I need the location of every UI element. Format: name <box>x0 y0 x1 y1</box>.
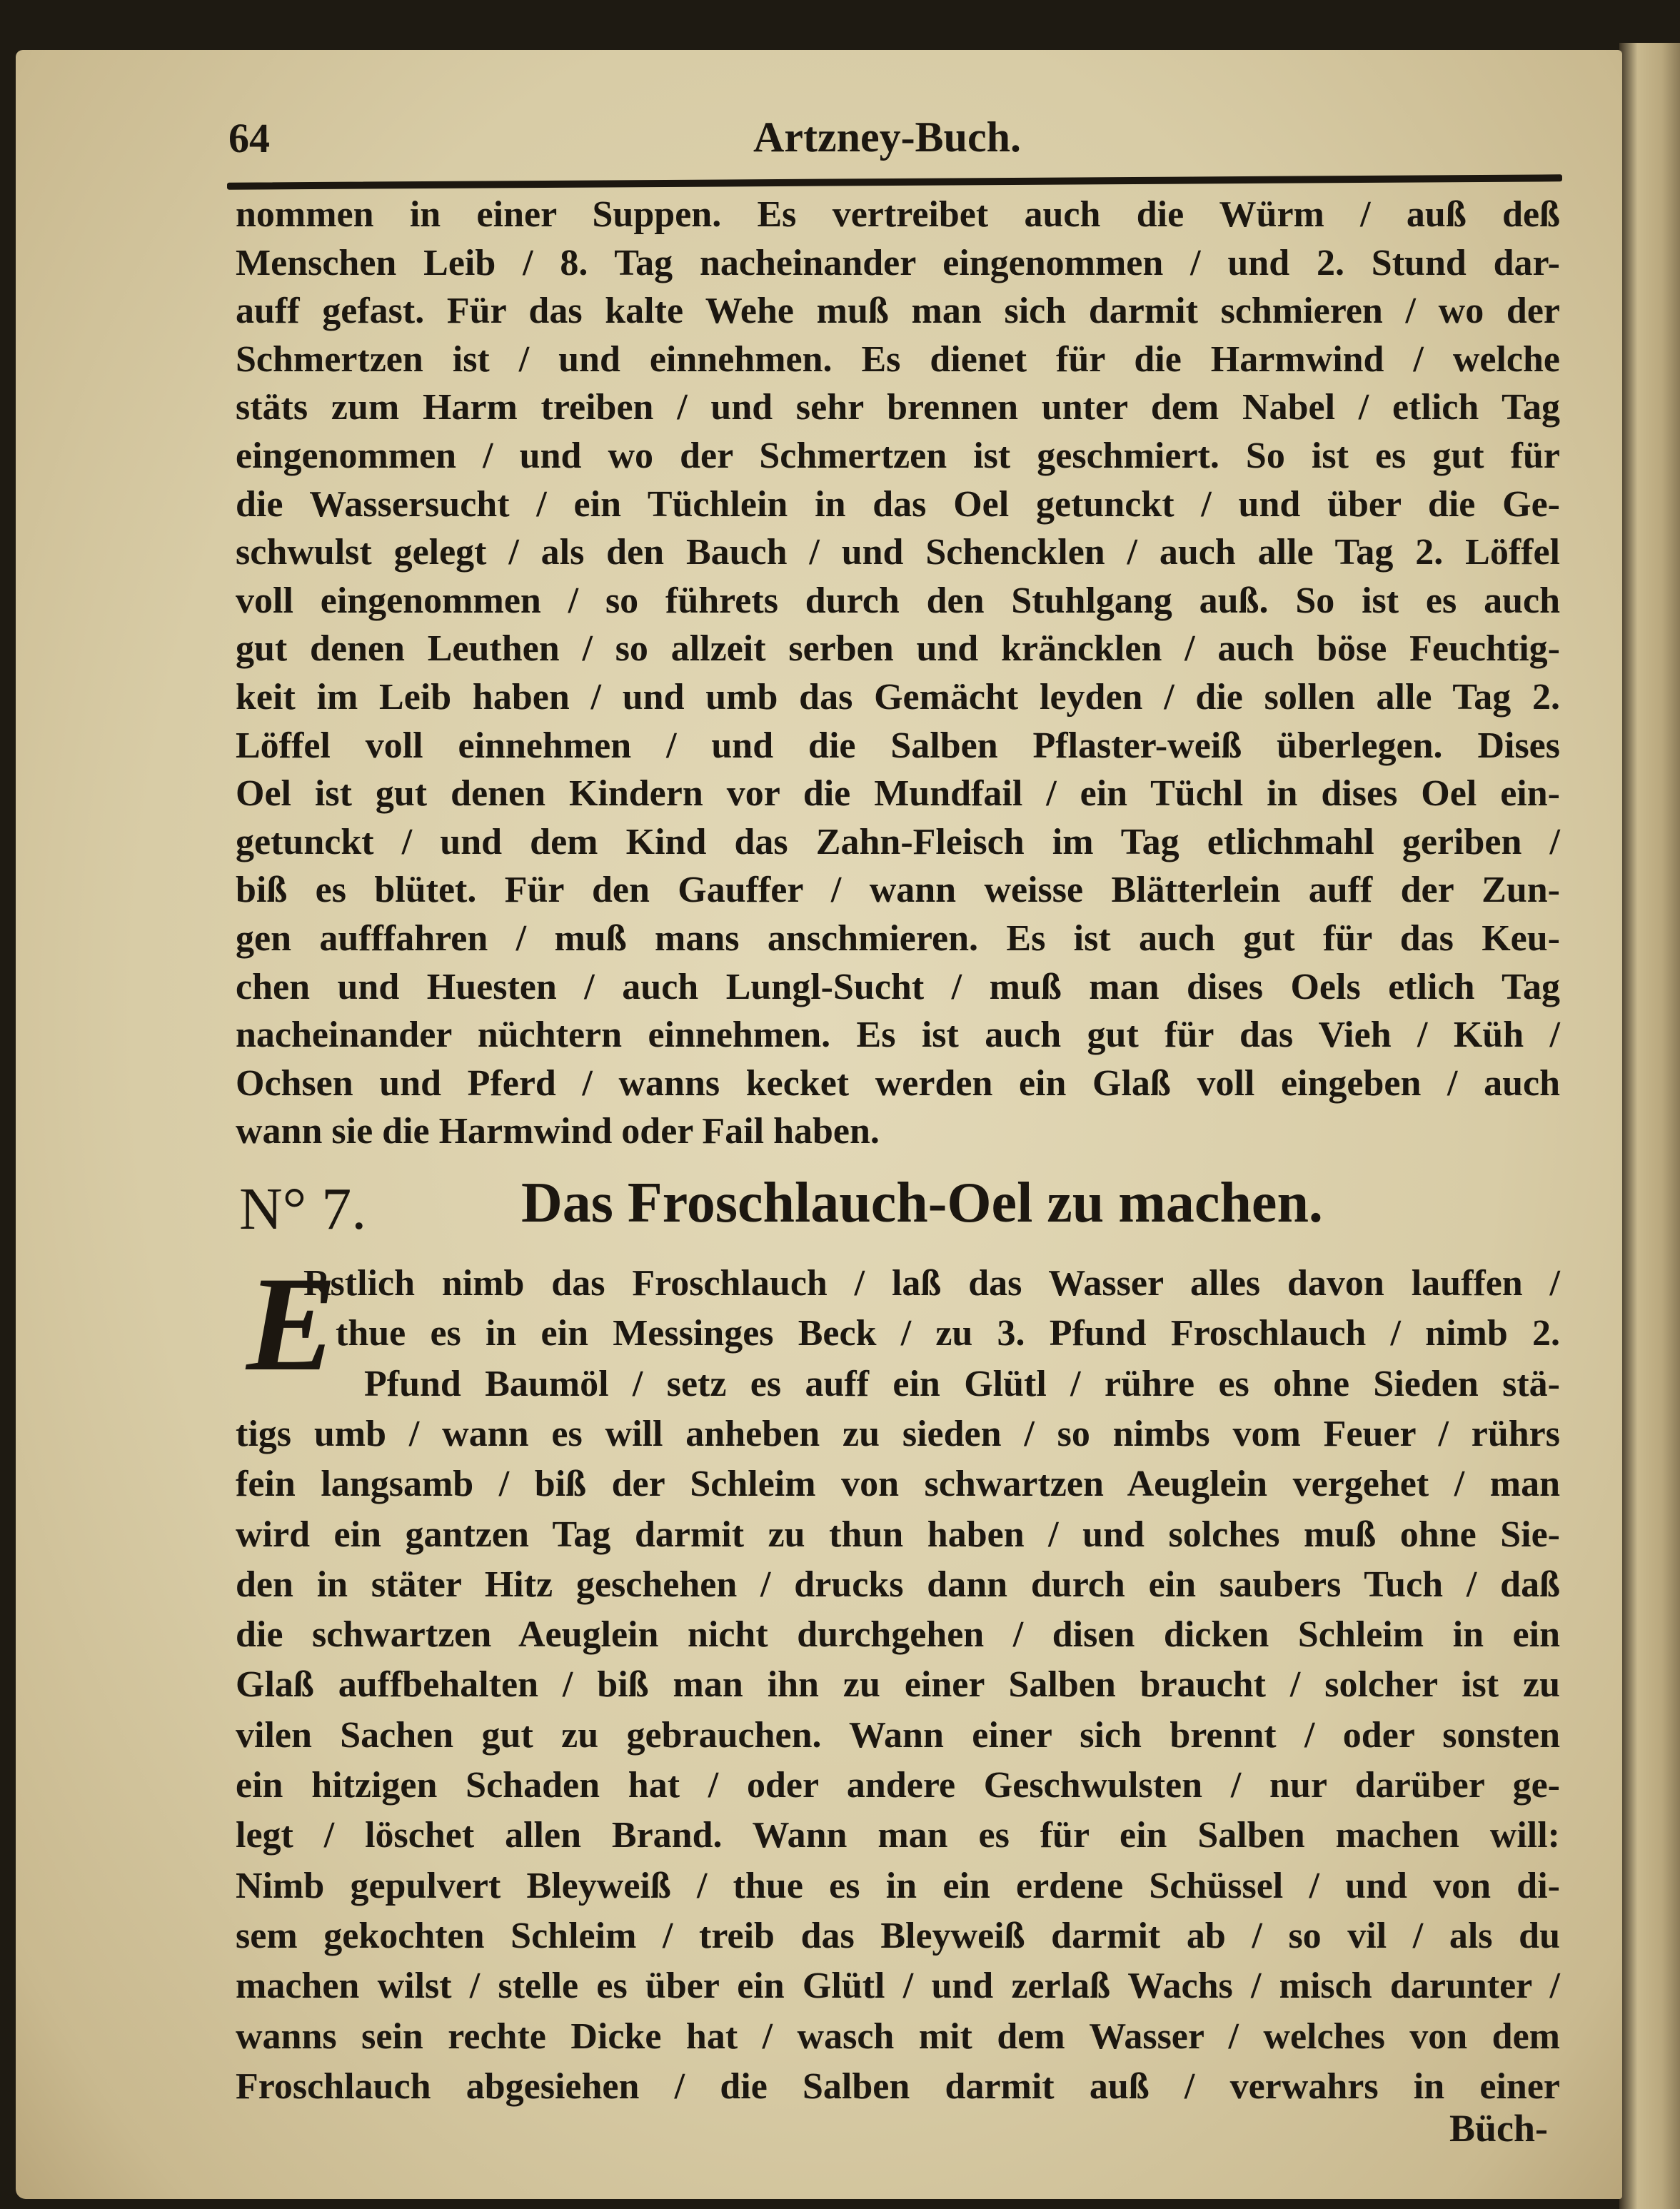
text-line: legt / löschet allen Brand. Wann man es für ein Salben machen will: <box>236 1815 1560 1856</box>
text-line: nommen in einer Suppen. Es vertreibet auch die Würm / auß deß <box>236 194 1560 235</box>
text-line: Menschen Leib / 8. Tag nacheinander eingenommen / und 2. Stund dar- <box>236 242 1560 283</box>
text-line: Froschlauch abgesiehen / die Salben darmit auß / verwahrs in einer <box>236 2065 1560 2107</box>
text-line: ein hitzigen Schaden hat / oder andere Geschwulsten / nur darüber ge- <box>236 1765 1560 1806</box>
drop-cap: E <box>246 1249 337 1399</box>
text-line: vilen Sachen gut zu gebrauchen. Wann einer sich brennt / oder sonsten <box>236 1714 1560 1756</box>
text-line: wanns sein rechte Dicke hat / wasch mit dem Wasser / welches von dem <box>236 2016 1560 2057</box>
text-line: keit im Leib haben / und umb das Gemächt leyden / die sollen alle Tag 2. <box>236 677 1560 718</box>
text-line: schwulst gelegt / als den Bauch / und Schencklen / auch alle Tag 2. Löffel <box>236 532 1560 573</box>
text-line: gut denen Leuthen / so allzeit serben und kräncklen / auch böse Feuchtig- <box>236 628 1560 670</box>
text-line: Oel ist gut denen Kindern vor die Mundfail / ein Tüchl in dises Oel ein- <box>236 773 1560 815</box>
text-line: nacheinander nüchtern einnehmen. Es ist auch gut für das Vieh / Küh / <box>236 1015 1560 1056</box>
text-line: fein langsamb / biß der Schleim von schwartzen Aeuglein vergehet / man <box>236 1464 1560 1505</box>
text-line: gen aufffahren / muß mans anschmieren. Es ist auch gut für das Keu- <box>236 918 1560 959</box>
text-line: wann sie die Harmwind oder Fail haben. <box>236 1111 880 1152</box>
text-line: sem gekochten Schleim / treib das Bleyweiß darmit ab / so vil / als du <box>236 1915 1560 1956</box>
text-line: tigs umb / wann es will anheben zu sieden / so nimbs vom Feuer / rührs <box>236 1413 1560 1454</box>
text-line: die Wassersucht / ein Tüchlein in das Oel getunckt / und über die Ge- <box>236 483 1560 525</box>
page-number: 64 <box>228 115 270 161</box>
text-line: auff gefast. Für das kalte Wehe muß man sich darmit schmieren / wo der <box>236 291 1560 332</box>
text-line: Ochsen und Pferd / wanns kecket werden ein Glaß voll eingeben / auch <box>236 1062 1560 1104</box>
section-number: N° 7. <box>239 1176 367 1242</box>
text-line: getunckt / und dem Kind das Zahn-Fleisch im Tag etlichmahl geriben / <box>236 821 1560 862</box>
text-line: chen und Huesten / auch Lungl-Sucht / muß man dises Oels etlich Tag <box>236 966 1560 1007</box>
catchword: Büch- <box>1449 2107 1549 2150</box>
text-line: biß es blütet. Für den Gauffer / wann weisse Blätterlein auff der Zun- <box>236 870 1560 911</box>
text-line: Glaß auffbehalten / biß man ihn zu einer Salben braucht / solcher ist zu <box>236 1664 1560 1706</box>
text-line: wird ein gantzen Tag darmit zu thun haben / und solches muß ohne Sie- <box>236 1514 1560 1555</box>
text-line: voll eingenommen / so führets durch den Stuhlgang auß. So ist es auch <box>236 580 1560 621</box>
text-line: die schwartzen Aeuglein nicht durchgehen / disen dicken Schleim in ein <box>236 1614 1560 1656</box>
text-line: machen wilst / stelle es über ein Glütl / und zerlaß Wachs / misch darunter / <box>236 1966 1560 2007</box>
section-title: Das Froschlauch-Oel zu machen. <box>521 1172 1323 1234</box>
text-line: Schmertzen ist / und einnehmen. Es dienet für die Harmwind / welche <box>236 338 1560 380</box>
text-line: Löffel voll einnehmen / und die Salben Pflaster-weiß überlegen. Dises <box>236 725 1560 766</box>
text-line: den in stäter Hitz geschehen / drucks dann durch ein saubers Tuch / daß <box>236 1564 1560 1605</box>
text-line: Nimb gepulvert Bleyweiß / thue es in ein erdene Schüssel / und von di- <box>236 1865 1560 1906</box>
text-line: thue es in ein Messinges Beck / zu 3. Pfund Froschlauch / nimb 2. <box>336 1313 1560 1354</box>
text-line: Pfund Baumöl / setz es auff ein Glütl / rühre es ohne Sieden stä- <box>364 1363 1560 1404</box>
adjacent-page-edge <box>1619 43 1680 2209</box>
running-title: Artzney-Buch. <box>753 114 1021 161</box>
text-line: eingenommen / und wo der Schmertzen ist geschmiert. So ist es gut für <box>236 436 1560 476</box>
text-line: Rstlich nimb das Froschlauch / laß das Wasser alles davon lauffen / <box>303 1263 1560 1304</box>
text-line: stäts zum Harm treiben / und sehr brennen unter dem Nabel / etlich Tag <box>236 387 1560 428</box>
